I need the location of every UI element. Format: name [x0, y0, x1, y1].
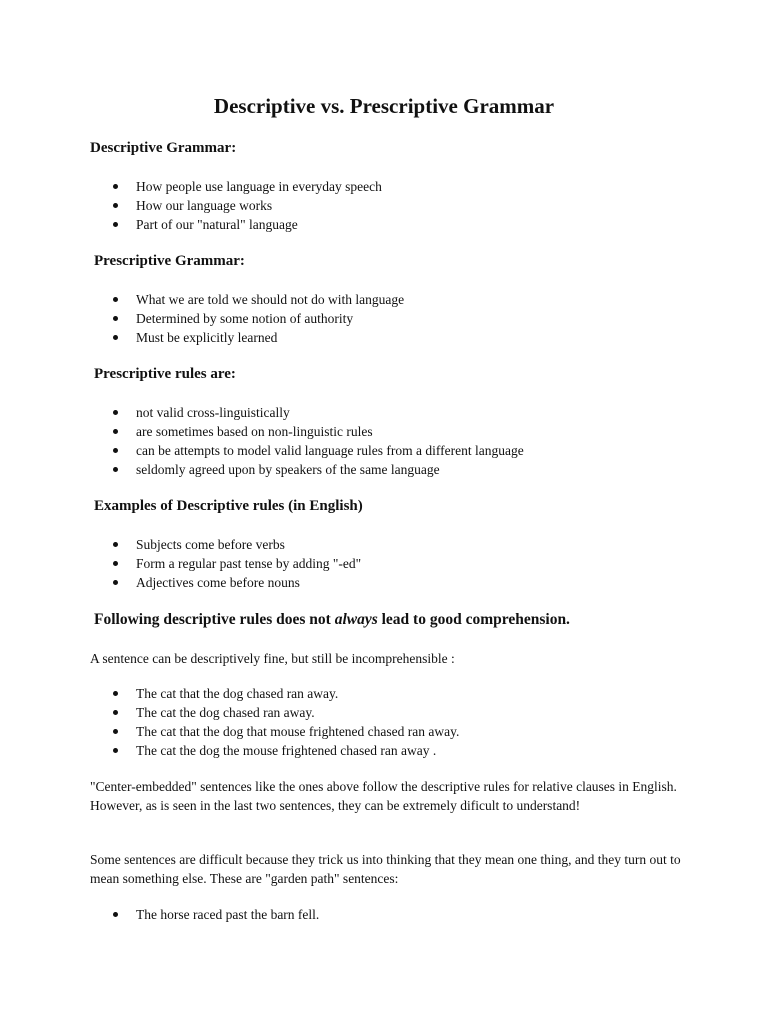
bullet-icon	[113, 222, 118, 227]
section-heading-comprehension: Following descriptive rules does not always lead to good comprehension.	[94, 611, 570, 628]
bullet-icon	[113, 580, 118, 585]
list-item: The cat the dog the mouse frightened chased ran away .	[111, 741, 459, 760]
bullet-icon	[113, 542, 118, 547]
emphasis-always: always	[334, 611, 378, 628]
section-heading-descriptive-examples: Examples of Descriptive rules (in English)	[94, 498, 363, 514]
bullet-icon	[113, 710, 118, 715]
list-item: Determined by some notion of authority	[111, 309, 404, 328]
descriptive-grammar-list	[111, 177, 382, 234]
list-item: Adjectives come before nouns	[111, 573, 361, 592]
list-item: The cat the dog chased ran away.	[111, 703, 459, 722]
list-item: are sometimes based on non-linguistic rules	[111, 422, 524, 441]
list-item: The cat that the dog that mouse frightened chased ran away.	[111, 722, 459, 741]
bullet-icon	[113, 410, 118, 415]
page-title: Descriptive vs. Prescriptive Grammar	[213, 94, 555, 118]
list-item: The cat that the dog chased ran away.	[111, 684, 459, 703]
list-item: Form a regular past tense by adding "-ed"	[111, 554, 361, 573]
bullet-icon	[113, 912, 118, 917]
bullet-icon	[113, 429, 118, 434]
section-heading-descriptive-grammar: Descriptive Grammar:	[90, 140, 237, 156]
incomprehensible-examples-list	[111, 684, 459, 760]
bullet-icon	[113, 316, 118, 321]
prescriptive-rules-list	[111, 403, 524, 479]
comprehension-intro: A sentence can be descriptively fine, but still be incomprehensible :	[90, 651, 455, 666]
bullet-icon	[113, 297, 118, 302]
list-item: Part of our "natural" language	[111, 215, 382, 234]
section-heading-prescriptive-grammar: Prescriptive Grammar:	[94, 253, 245, 269]
bullet-icon	[113, 748, 118, 753]
bullet-icon	[113, 561, 118, 566]
bullet-icon	[113, 467, 118, 472]
list-item: not valid cross-linguistically	[111, 403, 524, 422]
bullet-icon	[113, 691, 118, 696]
prescriptive-grammar-list	[111, 290, 404, 347]
bullet-icon	[113, 184, 118, 189]
list-item: What we are told we should not do with language	[111, 290, 404, 309]
list-item: Must be explicitly learned	[111, 328, 404, 347]
section-heading-prescriptive-rules: Prescriptive rules are:	[94, 366, 236, 382]
bullet-icon	[113, 448, 118, 453]
center-embedded-paragraph: "Center-embedded" sentences like the ones above follow the descriptive rules for relative clauses in English. However, as is seen in the last two sentences, they can be extremely dificult to understand!	[90, 779, 677, 813]
descriptive-examples-list	[111, 535, 361, 592]
list-item: Subjects come before verbs	[111, 535, 361, 554]
bullet-icon	[113, 335, 118, 340]
list-item: seldomly agreed upon by speakers of the same language	[111, 460, 524, 479]
garden-path-paragraph: Some sentences are difficult because they trick us into thinking that they mean one thing, and they turn out to mean something else. These are "garden path" sentences:	[90, 852, 681, 886]
bullet-icon	[113, 729, 118, 734]
list-item: How people use language in everyday speech	[111, 177, 382, 196]
garden-path-list	[111, 905, 319, 924]
bullet-icon	[113, 203, 118, 208]
list-item: can be attempts to model valid language rules from a different language	[111, 441, 524, 460]
list-item: How our language works	[111, 196, 382, 215]
list-item: The horse raced past the barn fell.	[111, 905, 319, 924]
